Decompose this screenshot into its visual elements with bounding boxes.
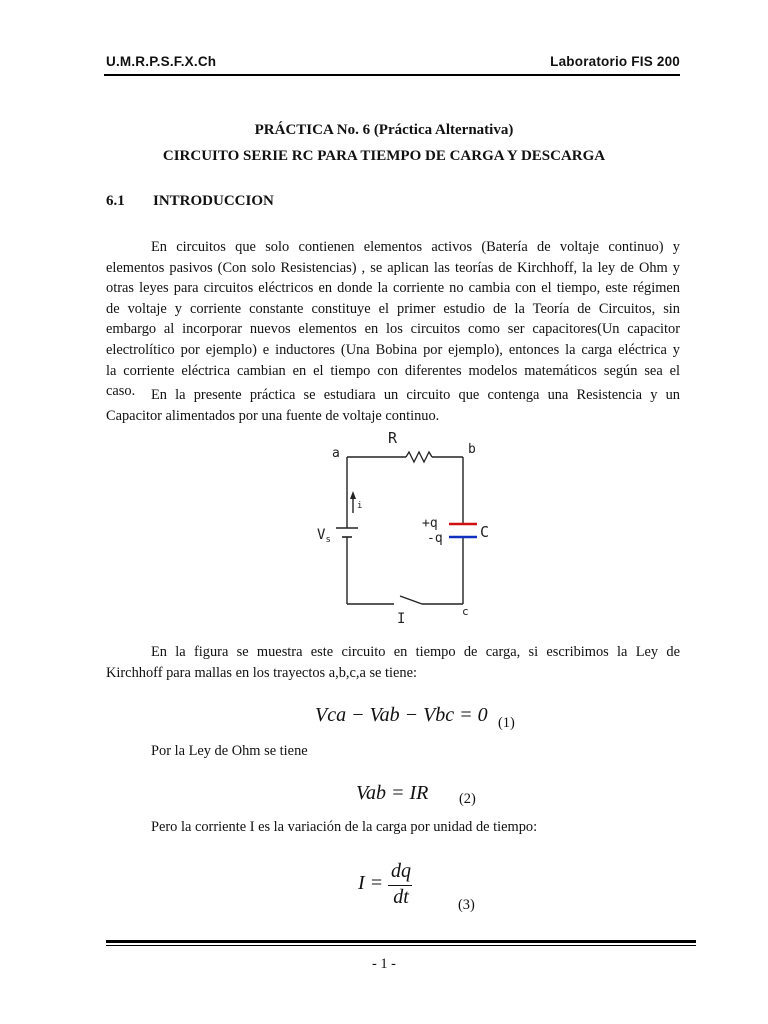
header-left: U.M.R.P.S.F.X.Ch (106, 54, 217, 69)
text-line: electrolítico por ejemplo) e inductores (Una Bobina por ejemplo), entonces la carga eléctrica y (106, 341, 680, 358)
footer-rule-thin (106, 945, 696, 946)
text-line: caso. (106, 383, 136, 400)
current-definition-paragraph: Pero la corriente I es la variación de la carga por unidad de tiempo: (151, 819, 538, 835)
text-line: de voltaje y corriente constante constituye el primer estudio de la Teoría de Circuitos, sin (106, 300, 680, 317)
plus-q-label: +q (422, 516, 438, 531)
switch-blade (400, 596, 422, 604)
equation-2-number: (2) (459, 791, 476, 807)
text-line: embargo al incorporar nuevos elementos en los circuitos como ser capacitores(Un capacitor (106, 321, 680, 338)
kirchhoff-paragraph (106, 642, 680, 683)
current-label: i (357, 501, 363, 511)
text-line: En la presente práctica se estudiara un circuito que contenga una Resistencia y un (151, 387, 680, 403)
header-right: Laboratorio FIS 200 (550, 54, 680, 69)
switch-label: I (397, 611, 406, 627)
equation-2: Vab = IR (356, 782, 429, 804)
text-line: otras leyes para circuitos eléctricos en donde la corriente no cambia con el tiempo, este régimen (106, 280, 680, 297)
source-label: $V_s$ (317, 527, 331, 545)
page-number: - 1 - (372, 956, 396, 972)
equation-3-denominator: dt (393, 886, 409, 908)
equation-3-lhs: I = (358, 872, 384, 894)
node-c-label: c (462, 605, 469, 618)
node-a-label: a (332, 446, 340, 461)
intro-paragraph-1 (106, 237, 680, 402)
equation-1-number: (1) (498, 715, 515, 731)
text-line: la corriente eléctrica cambian en el tiempo con diferentes modelos matemáticos según sea el (106, 362, 680, 379)
capacitor-label: C (480, 523, 490, 541)
practice-subtitle: CIRCUITO SERIE RC PARA TIEMPO DE CARGA Y DESCARGA (162, 148, 606, 164)
text-line: En circuitos que solo contienen elementos activos (Batería de voltaje continuo) y (151, 239, 680, 255)
text-line: Kirchhoff para mallas en los trayectos a,b,c,a se tiene: (106, 664, 418, 681)
node-b-label: b (468, 442, 476, 457)
rc-circuit-diagram (300, 424, 500, 634)
ohm-paragraph: Por la Ley de Ohm se tiene (151, 743, 308, 759)
equation-3-number: (3) (458, 897, 475, 913)
header-rule (104, 74, 680, 76)
section-title: INTRODUCCION (153, 193, 274, 209)
resistor-label: R (388, 429, 398, 447)
intro-paragraph-2 (106, 385, 680, 426)
text-line: En la figura se muestra este circuito en tiempo de carga, si escribimos la Ley de (151, 644, 680, 660)
text-line: elementos pasivos (Con solo Resistencias) , se aplican las teorías de Kirchhoff, la ley de Ohm y (106, 259, 680, 276)
section-number: 6.1 (106, 193, 125, 209)
equation-3-numerator: dq (391, 860, 411, 882)
resistor (406, 452, 432, 462)
footer-rule-thick (106, 940, 696, 943)
text-line: Capacitor alimentados por una fuente de voltaje continuo. (106, 407, 440, 424)
minus-q-label: -q (427, 531, 443, 546)
equation-1: Vca − Vab − Vbc = 0 (315, 704, 488, 726)
practice-title: PRÁCTICA No. 6 (Práctica Alternativa) (254, 122, 514, 138)
